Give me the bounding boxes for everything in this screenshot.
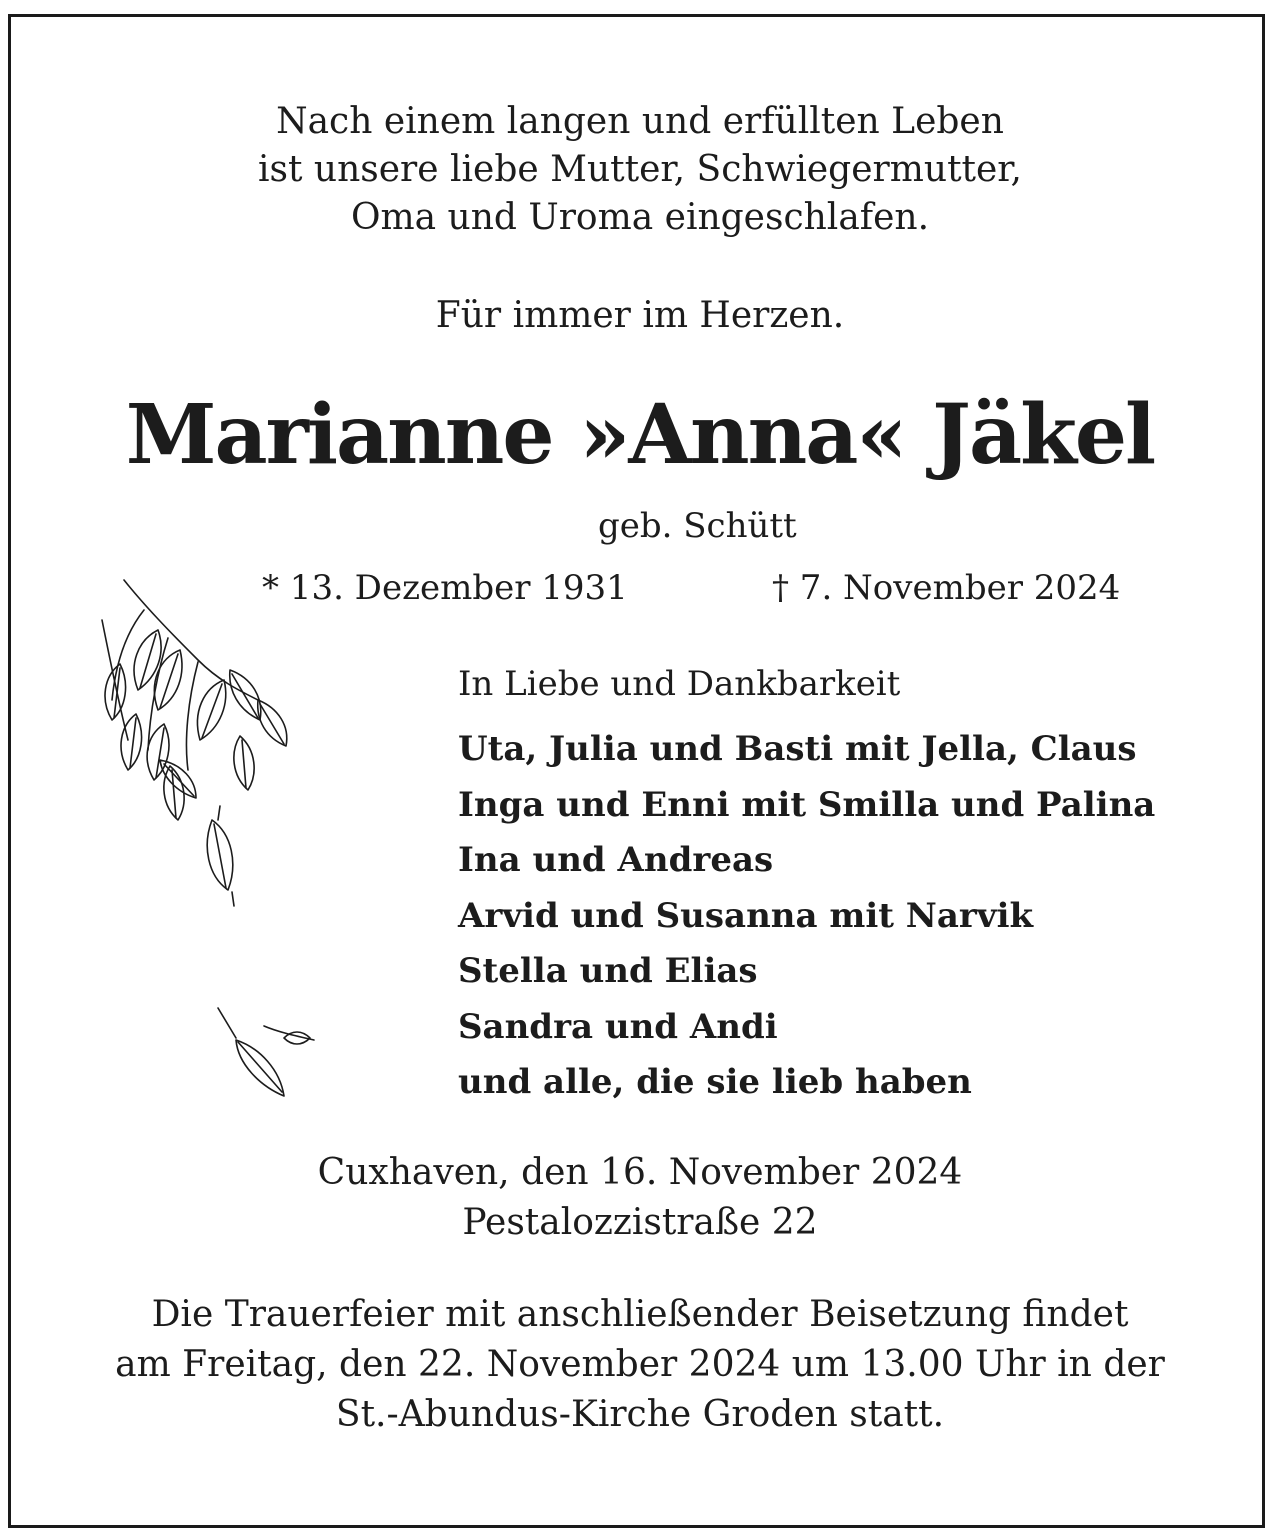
place-date: Cuxhaven, den 16. November 2024 xyxy=(317,1152,963,1193)
mourner-line: Arvid und Susanna mit Narvik xyxy=(458,895,1034,936)
motto: Für immer im Herzen. xyxy=(435,295,845,336)
mourners-list xyxy=(458,722,1155,1111)
birth-date: * 13. Dezember 1931 xyxy=(262,568,628,608)
birth-name: geb. Schütt xyxy=(598,506,797,546)
service-line: am Freitag, den 22. November 2024 um 13.00 Uhr in der xyxy=(115,1344,1165,1385)
place-and-address xyxy=(0,1148,1280,1248)
thanks-line: In Liebe und Dankbarkeit xyxy=(458,664,901,704)
intro-line: Nach einem langen und erfüllten Leben xyxy=(276,101,1004,142)
intro-line: Oma und Uroma eingeschlafen. xyxy=(350,197,930,238)
death-date: † 7. November 2024 xyxy=(772,568,1121,608)
mourner-line: Inga und Enni mit Smilla und Palina xyxy=(458,784,1156,825)
intro-line: ist unsere liebe Mutter, Schwiegermutter, xyxy=(257,149,1022,190)
service-line: Die Trauerfeier mit anschließender Beisetzung findet xyxy=(151,1294,1129,1335)
deceased-name: Marianne »Anna« Jäkel xyxy=(125,387,1155,483)
funeral-service-info xyxy=(0,1290,1280,1440)
birch-leaves-icon xyxy=(88,570,328,1110)
mourner-line: Sandra und Andi xyxy=(458,1006,778,1047)
intro-text xyxy=(0,98,1280,242)
mourner-line: Uta, Julia und Basti mit Jella, Claus xyxy=(458,729,1137,769)
address: Pestalozzistraße 22 xyxy=(462,1202,818,1243)
mourner-line: und alle, die sie lieb haben xyxy=(458,1062,972,1102)
mourner-line: Stella und Elias xyxy=(458,951,758,991)
mourner-line: Ina und Andreas xyxy=(458,840,774,880)
service-line: St.-Abundus-Kirche Groden statt. xyxy=(335,1394,945,1435)
